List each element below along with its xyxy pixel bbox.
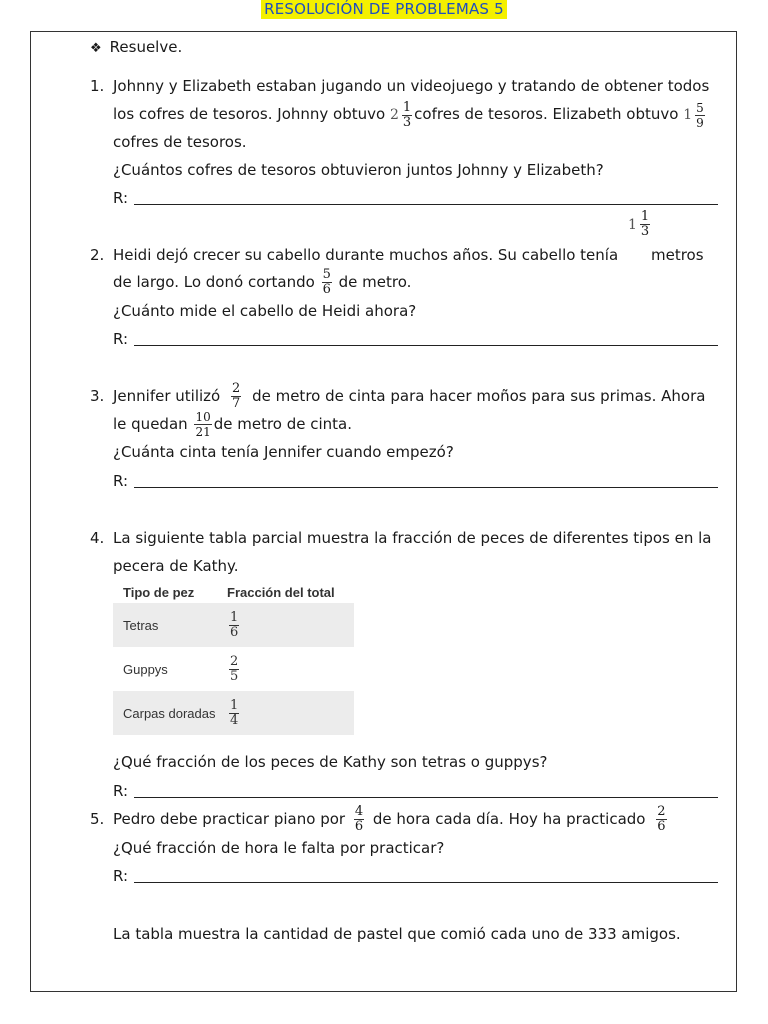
problem-5-question: ¿Qué fracción de hora le falta por practicar?	[113, 839, 445, 857]
fraction-2-5: $\frac{2}{5}$	[230, 653, 239, 684]
problem-1-answer-line[interactable]	[134, 204, 718, 205]
fraction-4-6: $\frac{4}{6}$	[354, 804, 364, 834]
fraction-10-21: $\frac{10}{21}$	[195, 410, 211, 439]
problem-3-text-c: le quedan	[113, 415, 188, 433]
problem-1-answer-label: R:	[113, 189, 129, 207]
problem-4-answer-line[interactable]	[134, 797, 718, 798]
problem-4-line-2: pecera de Kathy.	[113, 557, 239, 575]
problem-3-text-a: Jennifer utilizó	[113, 387, 221, 405]
problem-1-line-3: cofres de tesoros.	[113, 133, 247, 151]
problem-3-line-2	[113, 410, 352, 439]
problem-3-answer-label: R:	[113, 472, 129, 490]
problem-2-line-1a: Heidi dejó crecer su cabello durante muchos años. Su cabello tenía	[113, 246, 619, 264]
fraction-2-1-3: 2 $\frac{1}{3}$	[389, 99, 412, 130]
fish-table	[113, 581, 354, 735]
diamond-bullet-icon: ❖	[90, 41, 102, 56]
problem-2-line-2	[113, 268, 411, 297]
problem-2-text-a: de largo. Lo donó cortando	[113, 273, 315, 291]
problem-3-number: 3.	[90, 387, 105, 405]
problem-3-text-d: de metro de cinta.	[213, 415, 353, 433]
problem-2-answer-line[interactable]	[134, 345, 718, 346]
fish-type: Guppys	[123, 661, 168, 677]
closing-text: La tabla muestra la cantidad de pastel que comió cada uno de 333 amigos.	[113, 925, 681, 943]
problem-3-text-b: de metro de cinta para hacer moños para sus primas. Ahora	[252, 387, 706, 405]
fraction-1-5-9: 1 $\frac{5}{9}$	[683, 100, 704, 130]
table-row	[113, 603, 354, 647]
problem-1-text-b: cofres de tesoros. Elizabeth obtuvo	[414, 105, 679, 123]
fraction-1-4: $\frac{1}{4}$	[230, 697, 239, 728]
problem-1-question: ¿Cuántos cofres de tesoros obtuvieron juntos Johnny y Elizabeth?	[113, 161, 604, 179]
problem-3-answer-line[interactable]	[134, 487, 718, 488]
problem-1-line-2	[113, 100, 707, 130]
table-row	[113, 647, 354, 691]
header-fish-type: Tipo de pez	[123, 584, 195, 600]
problem-5-line-1	[113, 805, 669, 834]
problem-5-text-a: Pedro debe practicar piano por	[113, 810, 346, 828]
problem-5-text-b: de hora cada día. Hoy ha practicado	[372, 810, 646, 828]
instruction	[90, 33, 182, 63]
fish-table-header	[113, 581, 354, 603]
problem-5-number: 5.	[90, 810, 105, 828]
problem-3-question: ¿Cuánta cinta tenía Jennifer cuando empezó?	[113, 443, 454, 461]
fraction-2-6: $\frac{2}{6}$	[657, 804, 666, 834]
table-row	[113, 691, 354, 735]
instruction-text: Resuelve.	[109, 38, 183, 56]
problem-3-line-1	[113, 382, 705, 411]
problem-4-question: ¿Qué fracción de los peces de Kathy son tetras o guppys?	[113, 753, 548, 771]
problem-4-number: 4.	[90, 529, 105, 547]
problem-5-answer-line[interactable]	[134, 882, 718, 883]
problem-1-line-1: Johnny y Elizabeth estaban jugando un videojuego y tratando de obtener todos	[113, 77, 710, 95]
problem-4-answer-label: R:	[113, 782, 129, 800]
problem-5-answer-label: R:	[113, 867, 129, 885]
fraction-1-1-3: 1 $\frac{1}{3}$	[628, 209, 650, 239]
problem-2-answer-label: R:	[113, 330, 129, 348]
page-title: RESOLUCIÓN DE PROBLEMAS 5	[261, 0, 507, 19]
fish-type: Carpas doradas	[123, 705, 216, 721]
fraction-5-6: $\frac{5}{6}$	[322, 267, 331, 297]
fraction-1-6: $\frac{1}{6}$	[230, 609, 239, 640]
fish-type: Tetras	[123, 617, 159, 633]
problem-4-line-1: La siguiente tabla parcial muestra la fracción de peces de diferentes tipos en la	[113, 529, 712, 547]
title-bar	[0, 0, 768, 18]
problem-1-text-a: los cofres de tesoros. Johnny obtuvo	[113, 105, 386, 123]
problem-1-number: 1.	[90, 77, 105, 95]
header-fraction: Fracción del total	[227, 584, 335, 600]
problem-2-number: 2.	[90, 246, 105, 264]
problem-2-line-1b: metros	[651, 246, 704, 264]
fraction-2-7: $\frac{2}{7}$	[232, 381, 241, 411]
problem-2-text-b: de metro.	[338, 273, 412, 291]
problem-2-question: ¿Cuánto mide el cabello de Heidi ahora?	[113, 302, 417, 320]
